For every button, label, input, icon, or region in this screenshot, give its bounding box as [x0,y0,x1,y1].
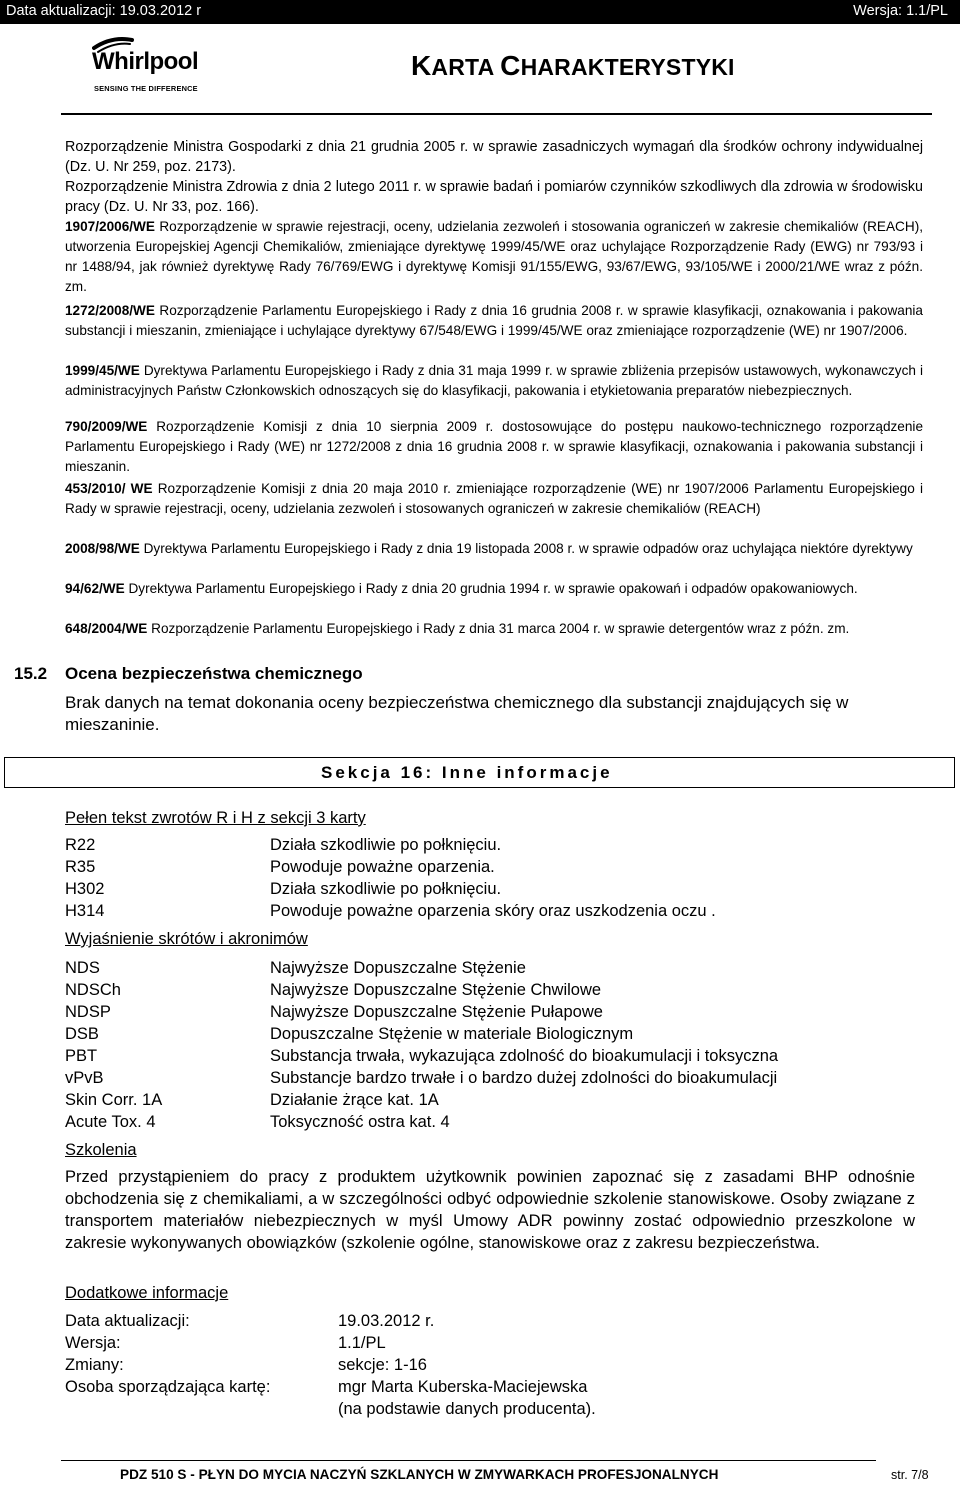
abbrev-text: Dopuszczalne Stężenie w materiale Biologicznym [270,1025,634,1043]
phrase-code: H314 [65,902,105,920]
abbrev-code: DSB [65,1025,99,1043]
regulation-clp: 1272/2008/WE Rozporządzenie Parlamentu Europejskiego i Rady z dnia 16 grudnia 2008 r. w sprawie klasyfikacji, oznakowania i pakowania substancji i mieszanin, zmieniające i uchylające dyrektywy 67/548/EWG i 1999/45/WE oraz zmieniające rozporządzenie (WE) nr 1907/2006. [65,303,923,338]
regulation-atp: 790/2009/WE Rozporządzenie Komisji z dnia 10 sierpnia 2009 r. dostosowujące do postępu naukowo-technicznego rozporządzenie Parlamentu Europejskiego i Rady (WE) nr 1272/2008 z dnia 16 grudnia 2008 r. w sprawie klasyfikacji, oznakowania i pakowania substancji i mieszanin. [65,419,923,474]
abbrev-heading: Wyjaśnienie skrótów i akronimów [65,930,308,948]
info-value: 1.1/PL [338,1334,386,1352]
training-heading: Szkolenia [65,1141,137,1159]
abbrev-text: Najwyższe Dopuszczalne Stężenie Pułapowe [270,1003,603,1021]
abbrev-text: Najwyższe Dopuszczalne Stężenie [270,959,526,977]
abbrev-text: Najwyższe Dopuszczalne Stężenie Chwilowe [270,981,602,999]
footer-product-name: PDZ 510 S - PŁYN DO MYCIA NACZYŃ SZKLANYCH W ZMYWARKACH PROFESJONALNYCH [120,1467,719,1482]
abbrev-text: Działanie żrące kat. 1A [270,1091,439,1109]
abbrev-code: vPvB [65,1069,104,1087]
phrase-code: H302 [65,880,105,898]
phrases-heading: Pełen tekst zwrotów R i H z sekcji 3 karty [65,809,366,827]
phrase-text: Działa szkodliwie po połknięciu. [270,836,502,854]
abbrev-code: NDSP [65,1003,111,1021]
abbrev-code: Skin Corr. 1A [65,1091,163,1109]
document-title: KARTA CHARAKTERYSTYKI [411,50,735,81]
header-divider [61,113,932,115]
regulation-reach: 1907/2006/WE Rozporządzenie w sprawie rejestracji, oceny, udzielania zezwoleń i stosowania ograniczeń w zakresie chemikaliów (REACH), utworzenia Europejskiej Agencji Chemikaliów, zmieniające dyrektywę 1999/45/WE oraz uchylające Rozporządzenie Rady (EWG) nr 793/93 i nr 1488/94, jak również dyrektywę Rady 76/769/EWG i dyrektywę Komisji 91/155/EWG, 93/67/EWG, 93/105/WE i 2000/21/WE wraz z późn. zm. [65,219,923,294]
additional-heading: Dodatkowe informacje [65,1284,229,1302]
regulation-reach-amend: 453/2010/ WE Rozporządzenie Komisji z dnia 20 maja 2010 r. zmieniające rozporządzenie (WE) nr 1907/2006 Parlamentu Europejskiego i Rady w sprawie rejestracji, oceny, udzielania zezwoleń i stosowanych ograniczeń w zakresie chemikaliów (REACH) [65,481,923,516]
info-value: 19.03.2012 r. [338,1312,435,1330]
phrase-text: Działa szkodliwie po połknięciu. [270,880,502,898]
training-body: Przed przystąpieniem do pracy z produktem użytkownik powinien zapoznać się z zasadami BHP odnośnie obchodzenia się z chemikaliami, a w szczególności odbyć odpowiednie szkolenie stanowiskowe. Osoby związane z transportem materiałów niebezpiecznych w myśl Umowy ADR powinny zostać odpowiednio przeszkolone w zakresie wykonywanych obowiązków (szkolenie ogólne, stanowiskowe oraz z zakresu bezpieczeństwa. [65,1168,915,1252]
section-16-title: Sekcja 16: Inne informacje [321,763,613,782]
info-label: Zmiany: [65,1356,124,1374]
info-value: sekcje: 1-16 [338,1356,427,1374]
abbrev-text: Substancja trwała, wykazująca zdolność do bioakumulacji i toksyczna [270,1047,779,1065]
info-value: mgr Marta Kuberska-Maciejewska [338,1378,588,1396]
info-label: Wersja: [65,1334,121,1352]
phrase-code: R22 [65,836,96,854]
footer-divider [61,1460,876,1461]
phrase-text: Powoduje poważne oparzenia. [270,858,495,876]
section-body: Brak danych na temat dokonania oceny bezpieczeństwa chemicznego dla substancji znajdujących się w mieszaninie. [65,693,849,734]
abbrev-code: Acute Tox. 4 [65,1113,156,1131]
whirlpool-logo [92,34,212,98]
phrase-code: R35 [65,858,96,876]
logo-tagline: SENSING THE DIFFERENCE [94,84,198,93]
section-16-header [4,757,955,788]
info-label: Data aktualizacji: [65,1312,190,1330]
regulation-health: Rozporządzenie Ministra Zdrowia z dnia 2 lutego 2011 r. w sprawie badań i pomiarów czynników szkodliwych dla zdrowia w środowisku pracy (Dz. U. Nr 33, poz. 166). [65,179,923,215]
regulation-waste: 2008/98/WE Dyrektywa Parlamentu Europejskiego i Rady z dnia 19 listopada 2008 r. w sprawie odpadów oraz uchylająca niektóre dyrektywy [65,541,913,556]
abbrev-code: NDS [65,959,100,977]
abbrev-text: Toksyczność ostra kat. 4 [270,1113,450,1131]
abbrev-code: NDSCh [65,981,121,999]
regulation-packaging: 94/62/WE Dyrektywa Parlamentu Europejskiego i Rady z dnia 20 grudnia 1994 r. w sprawie opakowań i odpadów opakowaniowych. [65,581,858,596]
section-title: Ocena bezpieczeństwa chemicznego [65,664,363,683]
page-number: str. 7/8 [891,1468,929,1482]
info-label: Osoba sporządzająca kartę: [65,1378,271,1396]
logo-wordmark: Whirlpool [92,48,199,75]
abbrev-text: Substancje bardzo trwałe i o bardzo dużej zdolności do bioakumulacji [270,1069,778,1087]
top-bar [0,0,960,24]
info-note: (na podstawie danych producenta). [338,1400,596,1418]
phrase-text: Powoduje poważne oparzenia skóry oraz uszkodzenia oczu . [270,902,716,920]
regulation-dpd: 1999/45/WE Dyrektywa Parlamentu Europejskiego i Rady z dnia 31 maja 1999 r. w sprawie zbliżenia przepisów ustawowych, wykonawczych i administracyjnych Państw Członkowskich odnoszących się do klasyfikacji, pakowania i etykietowania preparatów niebezpiecznych. [65,363,923,398]
version-label: Wersja: 1.1/PL [853,3,948,19]
regulation-economy: Rozporządzenie Ministra Gospodarki z dnia 21 grudnia 2005 r. w sprawie zasadniczych wymagań dla środków ochrony indywidualnej (Dz. U. Nr 259, poz. 2173). [65,139,923,175]
update-date-label: Data aktualizacji: 19.03.2012 r [6,3,202,19]
section-number: 15.2 [14,664,48,683]
abbrev-code: PBT [65,1047,98,1065]
regulation-detergents: 648/2004/WE Rozporządzenie Parlamentu Europejskiego i Rady z dnia 31 marca 2004 r. w sprawie detergentów wraz z późn. zm. [65,621,850,636]
